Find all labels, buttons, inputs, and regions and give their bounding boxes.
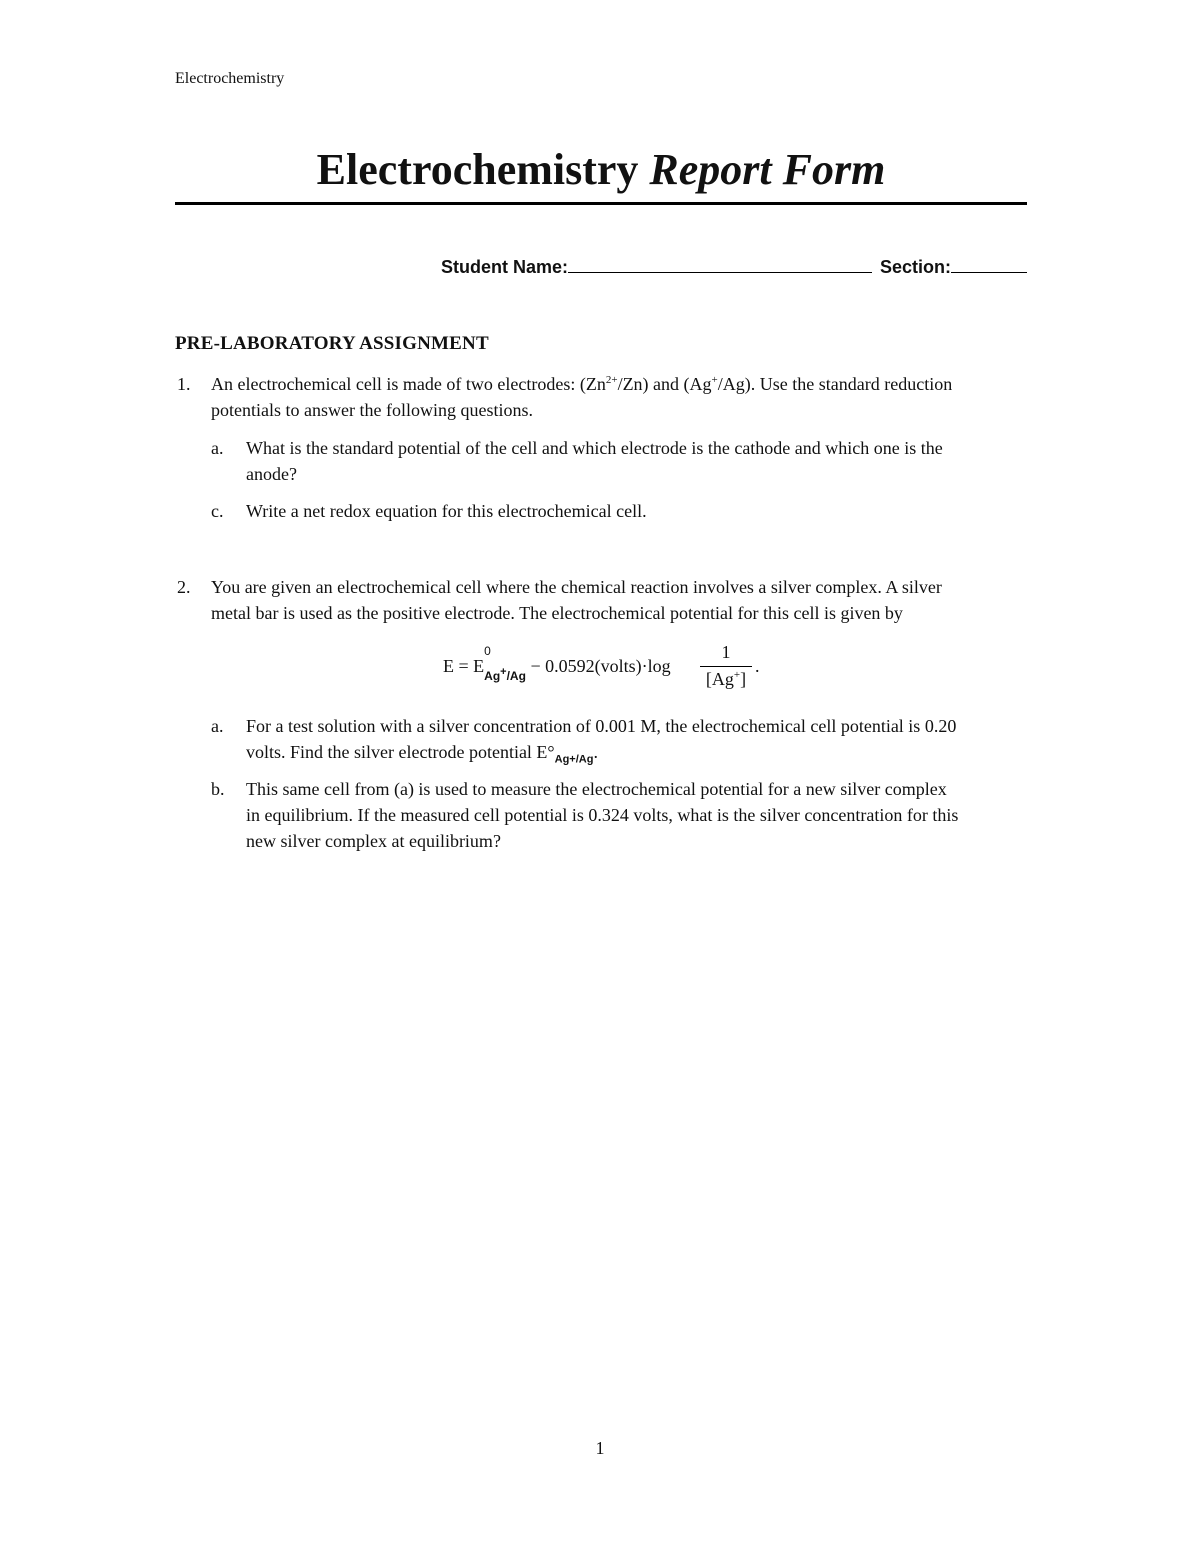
q1c-line-1: Write a net redox equation for this electrochemical cell. bbox=[246, 501, 647, 521]
q2b-line-2: in equilibrium. If the measured cell potential is 0.324 volts, what is the silver concentration for this bbox=[246, 805, 959, 825]
question-2-text bbox=[211, 574, 1031, 626]
q2a-line-2: volts. Find the silver electrode potential E° bbox=[246, 742, 555, 762]
q1-text-b: /Zn) and (Ag bbox=[617, 374, 712, 394]
section-field[interactable] bbox=[951, 256, 1027, 273]
equation-lhs bbox=[443, 644, 671, 683]
running-header: Electrochemistry bbox=[175, 70, 285, 87]
student-name-label: Student Name: bbox=[440, 257, 568, 277]
eq-lhs-text: E = E bbox=[443, 656, 485, 676]
student-info-line bbox=[175, 256, 1027, 278]
q1-line-2: potentials to answer the following questions. bbox=[211, 400, 533, 420]
question-1c-text bbox=[246, 498, 1036, 524]
question-2b-text bbox=[246, 776, 1036, 854]
q1-sup-ag: + bbox=[711, 374, 718, 386]
eq-den-sup: + bbox=[733, 669, 741, 681]
part-letter: b. bbox=[211, 779, 225, 799]
question-1a-text bbox=[246, 435, 1036, 487]
q1-sup-zn: 2+ bbox=[605, 374, 618, 386]
eq-e-sub bbox=[484, 666, 526, 683]
eq-denominator bbox=[700, 667, 752, 690]
student-name-field[interactable] bbox=[568, 256, 872, 273]
eq-e-sup: 0 bbox=[484, 644, 491, 658]
title-italic: Report Form bbox=[649, 145, 886, 194]
question-number: 1. bbox=[177, 374, 191, 394]
section-heading: PRE-LABORATORY ASSIGNMENT bbox=[175, 333, 489, 354]
part-letter: a. bbox=[211, 716, 224, 736]
q1-text-a: An electrochemical cell is made of two electrodes: (Zn bbox=[211, 374, 606, 394]
eq-sub-sup: + bbox=[500, 666, 507, 678]
title-main: Electrochemistry bbox=[316, 145, 639, 194]
q2b-line-3: new silver complex at equilibrium? bbox=[246, 831, 501, 851]
question-number: 2. bbox=[177, 577, 191, 597]
section-label: Section: bbox=[879, 257, 951, 277]
q2-line-2: metal bar is used as the positive electrode. The electrochemical potential for this cell is given by bbox=[211, 603, 903, 623]
eq-numerator: 1 bbox=[721, 642, 731, 662]
eq-sub-b: /Ag bbox=[506, 669, 526, 683]
title-rule bbox=[175, 202, 1027, 205]
question-1-text bbox=[211, 371, 1031, 423]
q2b-line-1: This same cell from (a) is used to measure the electrochemical potential for a new silver complex bbox=[246, 779, 947, 799]
eq-sub-a: Ag bbox=[484, 669, 501, 683]
q2a-end: . bbox=[593, 742, 598, 762]
nernst-equation bbox=[443, 642, 783, 698]
eq-den-b: ] bbox=[740, 669, 747, 689]
q1-text-c: /Ag). Use the standard reduction bbox=[717, 374, 953, 394]
q1a-line-1: What is the standard potential of the cell and which electrode is the cathode and which one is the bbox=[246, 438, 943, 458]
eq-den-a: [Ag bbox=[705, 669, 734, 689]
eq-tail: . bbox=[755, 656, 760, 676]
eq-middle: − 0.0592(volts)·log bbox=[525, 656, 671, 676]
q2a-sub: Ag+/Ag bbox=[554, 753, 594, 766]
page-title bbox=[175, 140, 1027, 200]
q2a-line-1: For a test solution with a silver concentration of 0.001 M, the electrochemical cell potential is 0.20 bbox=[246, 716, 957, 736]
page-number: 1 bbox=[595, 1438, 605, 1458]
q2-line-1: You are given an electrochemical cell where the chemical reaction involves a silver complex. A silver bbox=[211, 577, 942, 597]
part-letter: c. bbox=[211, 501, 224, 521]
question-2a-text bbox=[246, 713, 1036, 765]
part-letter: a. bbox=[211, 438, 224, 458]
q1a-line-2: anode? bbox=[246, 464, 297, 484]
equation-fraction bbox=[700, 642, 752, 690]
